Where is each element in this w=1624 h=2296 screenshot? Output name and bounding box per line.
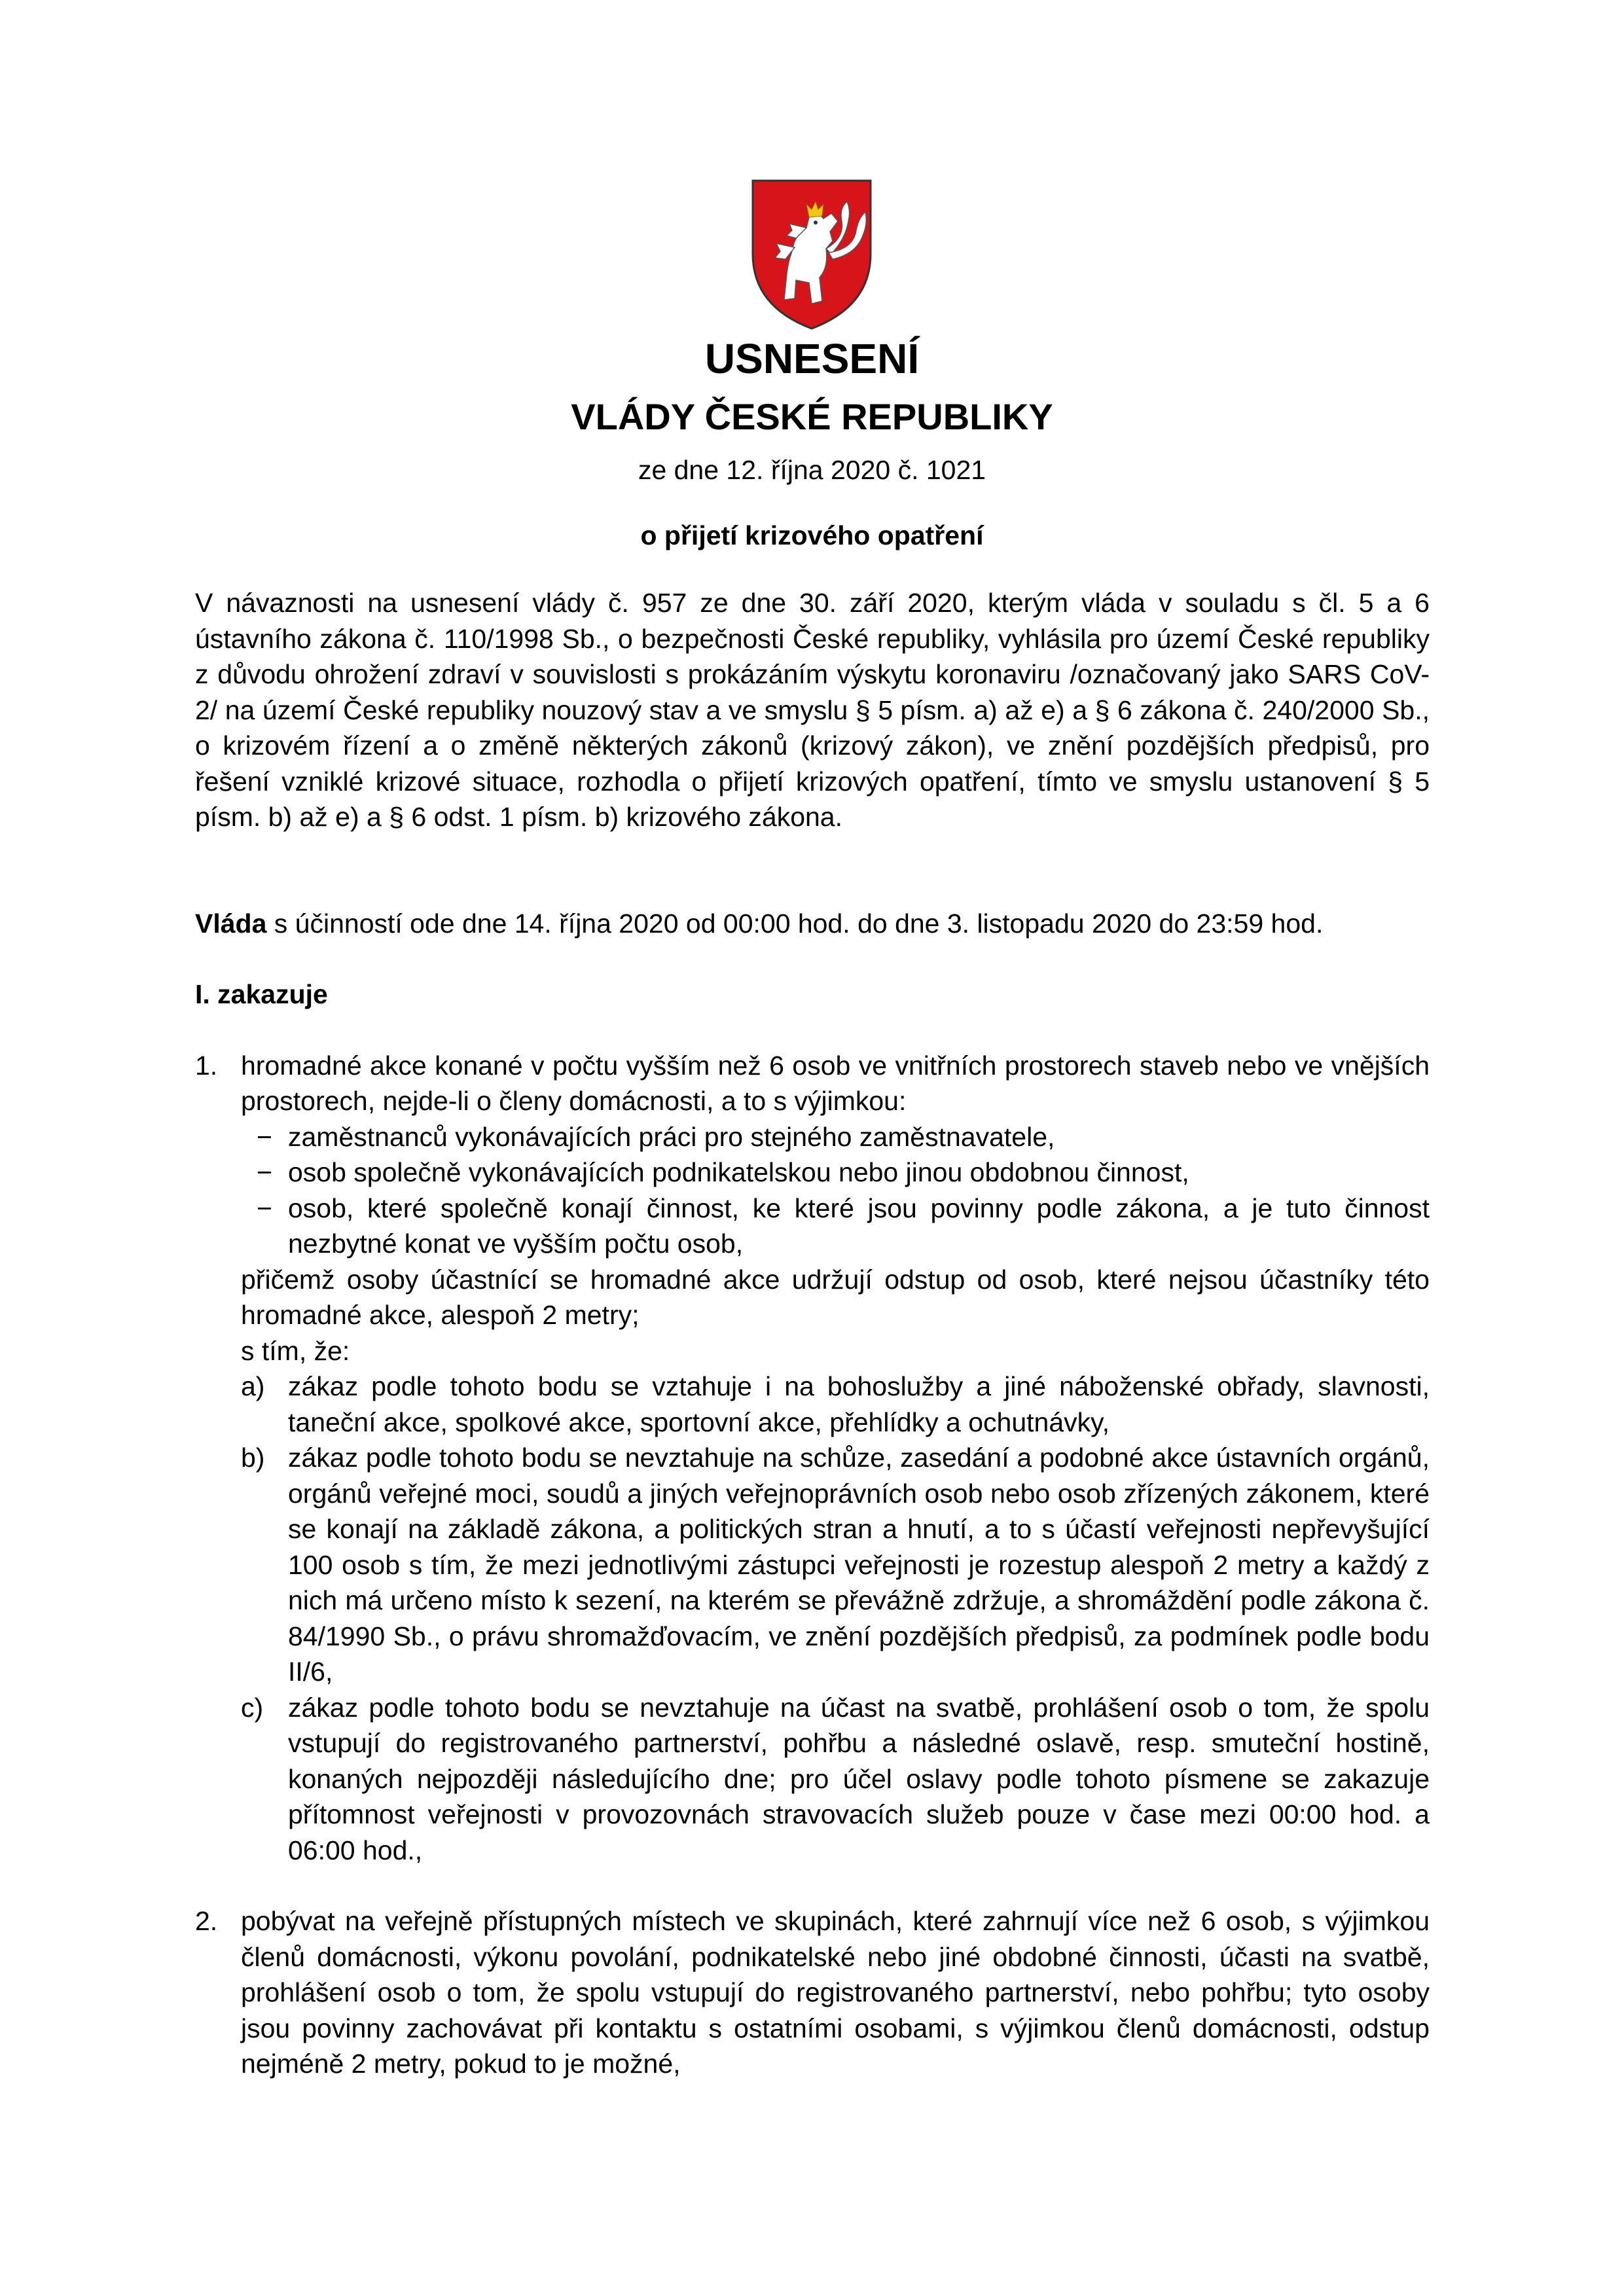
letter-text: zákaz podle tohoto bodu se nevztahuje na schůze, zasedání a podobné akce ústavních orgánů, orgánů veřejné moci, soudů a jiných veřejnoprávních osob nebo osob zřízených zákonem, které se konají na základě zákona, a politických stran a hnutí, a to s účastí veřejnosti nepřevyšující 100 osob s tím, že mezi jednotlivými zástupci veřejnosti je rozestup alespoň 2 metry a každý z nich má určeno místo k sezení, na kterém se převážně zdržuje, a shromáždění podle zákona č. 84/1990 Sb., o právu shromažďovacím, ve znění pozdějších předpisů, za podmínek podle bodu II/6, bbox=[288, 1443, 1430, 1687]
item-text: pobývat na veřejně přístupných místech ve skupinách, které zahrnují více než 6 osob, s výjimkou členů domácnosti, výkonu povolání, podnikatelské nebo jiné obdobné činnosti, účasti na svatbě, prohlášení osob o tom, že spolu vstupují do registrovaného partnerství, nebo pohřbu; tyto osoby jsou povinny zachovávat při kontaktu s ostatními osobami, s výjimkou členů domácnosti, odstup nejméně 2 metry, pokud to je možné, bbox=[241, 1906, 1430, 2079]
item-content bbox=[241, 1903, 1430, 2082]
after-dashes-text: přičemž osoby účastnící se hromadné akce udržují odstup od osob, které nejsou účastníky této hromadné akce, alespoň 2 metry; bbox=[241, 1264, 1430, 1330]
lettered-item-a bbox=[241, 1369, 1430, 1440]
letter-text: zákaz podle tohoto bodu se vztahuje i na bohoslužby a jiné náboženské obřady, slavnosti, taneční akce, spolkové akce, sportovní akce, přehlídky a ochutnávky, bbox=[288, 1371, 1430, 1437]
effect-text: s účinností ode dne 14. října 2020 od 00:00 hod. do dne 3. listopadu 2020 do 23:59 hod. bbox=[266, 908, 1324, 939]
document-title: USNESENÍ bbox=[704, 335, 920, 382]
effect-paragraph bbox=[195, 906, 1430, 942]
letter-mark: b) bbox=[241, 1443, 265, 1473]
list-item-1 bbox=[195, 1048, 1430, 1869]
czech-coat-of-arms-icon bbox=[746, 175, 877, 332]
letter-text: zákaz podle tohoto bodu se nevztahuje na účast na svatbě, prohlášení osob o tom, že spolu vstupují do registrovaného partnerství, pohřbu a následné oslavě, resp. smuteční hostině, konaných nejpozději následujícího dne; pro účel oslavy podle tohoto písmene se zakazuje přítomnost veřejnosti v provozovnách stravovacích služeb pouze v čase mezi 00:00 hod. a 06:00 hod., bbox=[288, 1692, 1430, 1865]
item-number: 2. bbox=[195, 1906, 218, 1936]
dash-bullet: − bbox=[257, 1157, 272, 1187]
list-item-2 bbox=[195, 1903, 1430, 2082]
letter-mark: c) bbox=[241, 1692, 264, 1723]
lettered-item-c bbox=[241, 1690, 1430, 1869]
item-number: 1. bbox=[195, 1050, 218, 1081]
resolution-date-number: ze dne 12. října 2020 č. 1021 bbox=[638, 455, 986, 485]
item-text: hromadné akce konané v počtu vyšším než 6 osob ve vnitřních prostorech staveb nebo ve vnějších prostorech, nejde-li o členy domácnosti, a to s výjimkou: bbox=[241, 1050, 1430, 1116]
dash-bullet: − bbox=[257, 1193, 272, 1223]
lettered-item-b bbox=[241, 1440, 1430, 1690]
section-heading: I. zakazuje bbox=[195, 979, 328, 1009]
s-tim-text: s tím, že: bbox=[241, 1335, 350, 1366]
dash-bullet: − bbox=[257, 1121, 272, 1152]
dash-item bbox=[241, 1155, 1430, 1191]
dash-text: osob, které společně konají činnost, ke které jsou povinny podle zákona, a je tuto činnost nezbytné konat ve vyšším počtu osob, bbox=[288, 1193, 1430, 1259]
item-content bbox=[241, 1048, 1430, 1869]
dash-item bbox=[241, 1191, 1430, 1262]
letter-mark: a) bbox=[241, 1371, 265, 1401]
dash-item bbox=[241, 1119, 1430, 1155]
dash-text: osob společně vykonávajících podnikatelskou nebo jinou obdobnou činnost, bbox=[288, 1157, 1189, 1187]
document-subtitle: VLÁDY ČESKÉ REPUBLIKY bbox=[571, 396, 1053, 437]
resolution-subject: o přijetí krizového opatření bbox=[640, 520, 984, 550]
dash-text: zaměstnanců vykonávajících práci pro stejného zaměstnavatele, bbox=[288, 1121, 1055, 1152]
vlada-bold: Vláda bbox=[195, 908, 267, 939]
intro-paragraph: V návaznosti na usnesení vlády č. 957 ze dne 30. září 2020, kterým vláda v souladu s čl. 5 a 6 ústavního zákona č. 110/1998 Sb., o bezpečnosti České republiky, vyhlásila pro území České republiky z důvodu ohrožení zdraví v souvislosti s prokázáním výskytu koronaviru /označovaný jako SARS CoV-2/ na území České republiky nouzový stav a ve smyslu § 5 písm. a) až e) a § 6 zákona č. 240/2000 Sb., o krizovém řízení a o změně některých zákonů (krizový zákon), ve znění pozdějších předpisů, pro řešení vzniklé krizové situace, rozhodla o přijetí krizových opatření, tímto ve smyslu ustanovení § 5 písm. b) až e) a § 6 odst. 1 písm. b) krizového zákona. bbox=[195, 588, 1430, 832]
document-body bbox=[195, 585, 1430, 2082]
